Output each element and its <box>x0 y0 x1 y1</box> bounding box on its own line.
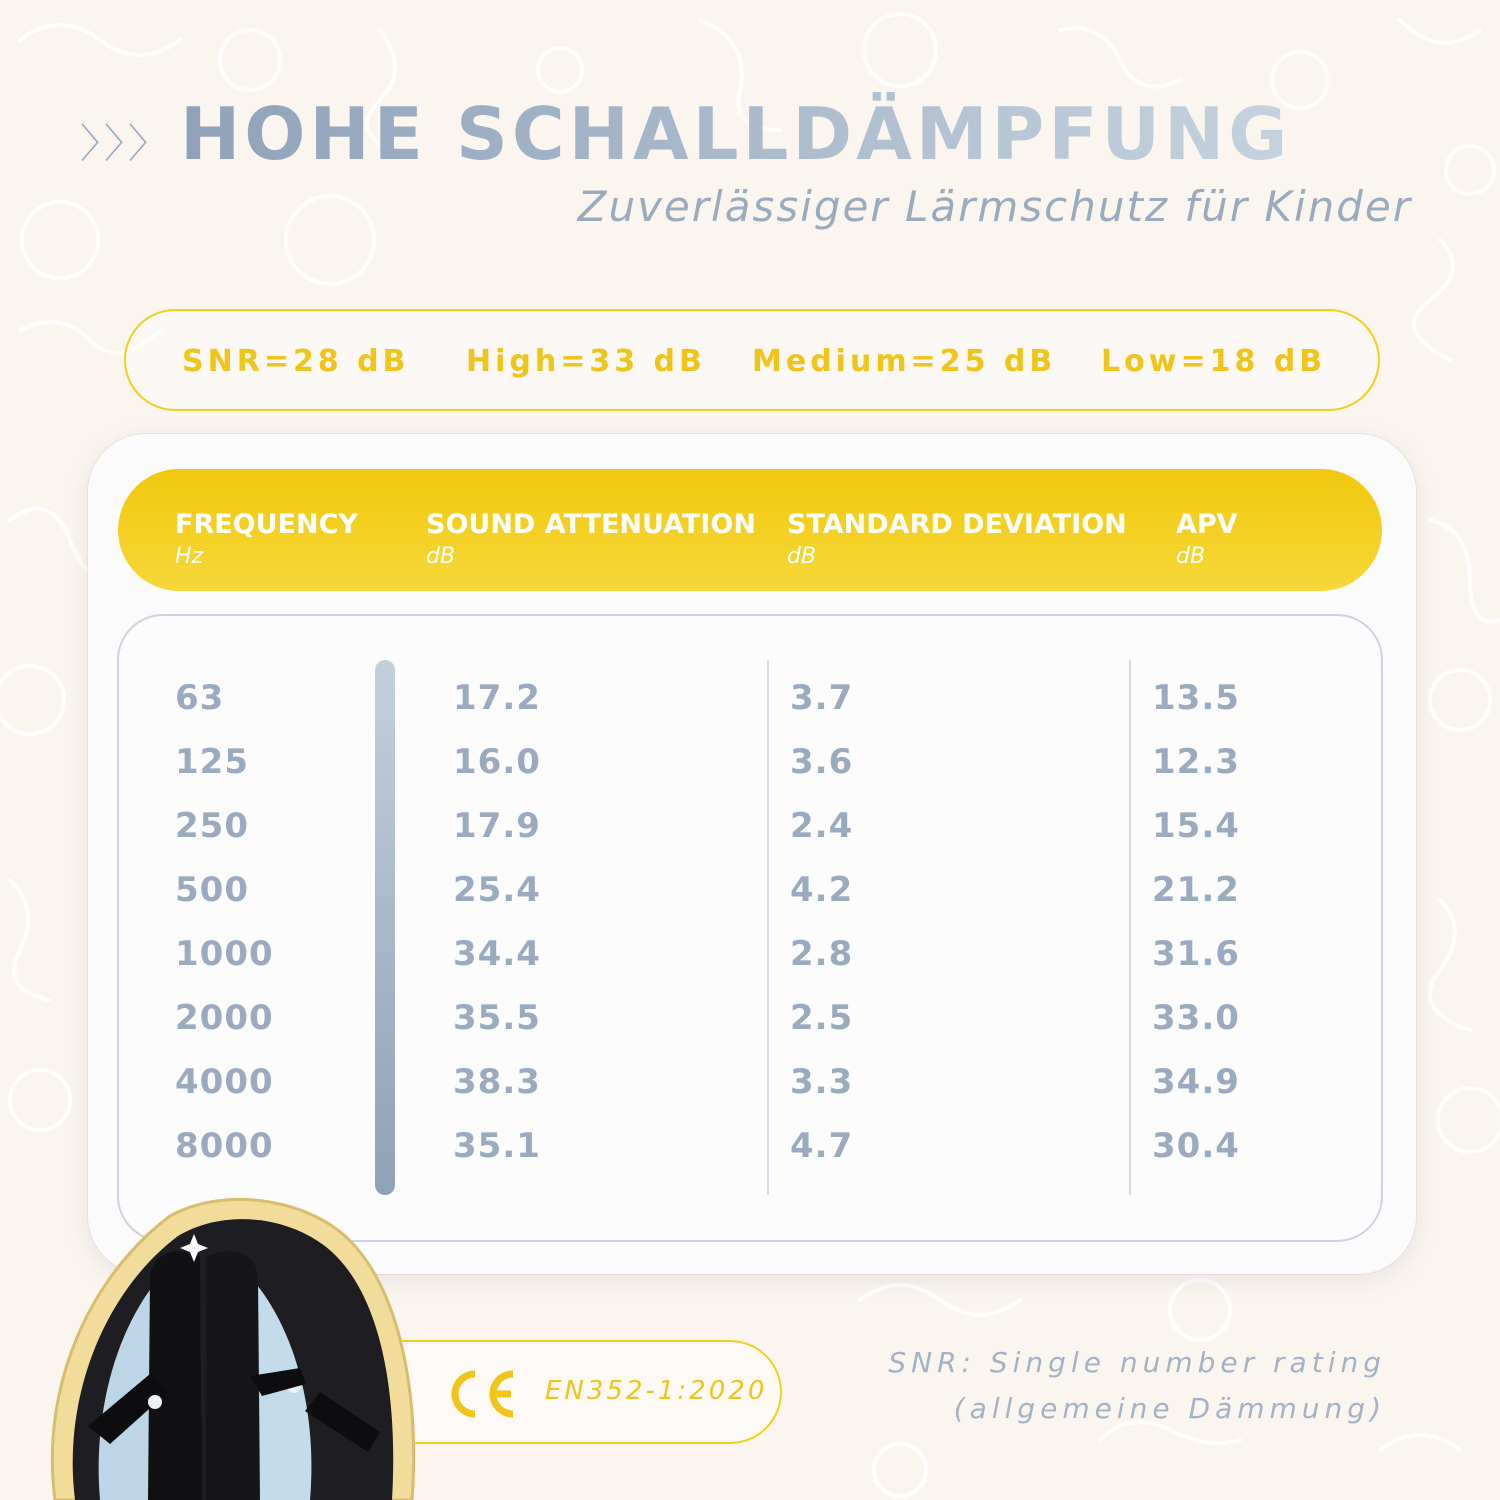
table-cell-apv: 15.4 <box>1152 806 1240 846</box>
table-cell-frequency: 2000 <box>175 998 274 1038</box>
table-cell-sound-attenuation: 35.5 <box>453 998 541 1038</box>
table-cell-apv: 21.2 <box>1152 870 1240 910</box>
column-divider <box>1129 660 1131 1195</box>
page-title: HOHE SCHALLDÄMPFUNG <box>180 92 1292 176</box>
table-cell-sound-attenuation: 35.1 <box>453 1126 541 1166</box>
earmuff-product-image <box>0 1196 440 1500</box>
table-cell-frequency: 8000 <box>175 1126 274 1166</box>
table-cell-standard-deviation: 3.6 <box>790 742 854 782</box>
rating-summary <box>124 309 1380 411</box>
table-cell-standard-deviation: 4.2 <box>790 870 854 910</box>
rating-low: Low=18 dB <box>1101 344 1327 379</box>
column-header-frequency: FREQUENCY Hz <box>175 509 358 569</box>
table-cell-sound-attenuation: 25.4 <box>453 870 541 910</box>
column-divider-accent <box>375 660 395 1195</box>
page-subtitle: Zuverlässiger Lärmschutz für Kinder <box>577 182 1412 231</box>
table-cell-frequency: 63 <box>175 678 225 718</box>
table-cell-standard-deviation: 2.8 <box>790 934 854 974</box>
table-cell-frequency: 250 <box>175 806 249 846</box>
table-cell-sound-attenuation: 17.9 <box>453 806 541 846</box>
table-cell-apv: 30.4 <box>1152 1126 1240 1166</box>
table-cell-sound-attenuation: 34.4 <box>453 934 541 974</box>
table-cell-standard-deviation: 3.3 <box>790 1062 854 1102</box>
rating-snr: SNR=28 dB <box>182 344 410 379</box>
table-cell-standard-deviation: 2.4 <box>790 806 854 846</box>
footnote-line-1: SNR: Single number rating <box>888 1346 1386 1379</box>
footnote-line-2: (allgemeine Dämmung) <box>953 1392 1386 1425</box>
table-cell-frequency: 125 <box>175 742 249 782</box>
table-cell-frequency: 4000 <box>175 1062 274 1102</box>
table-cell-sound-attenuation: 38.3 <box>453 1062 541 1102</box>
table-cell-apv: 34.9 <box>1152 1062 1240 1102</box>
column-divider <box>767 660 769 1195</box>
table-cell-sound-attenuation: 17.2 <box>453 678 541 718</box>
table-cell-frequency: 1000 <box>175 934 274 974</box>
table-cell-apv: 31.6 <box>1152 934 1240 974</box>
table-cell-sound-attenuation: 16.0 <box>453 742 541 782</box>
table-cell-standard-deviation: 3.7 <box>790 678 854 718</box>
table-header <box>118 469 1382 591</box>
ce-mark-icon <box>445 1368 517 1420</box>
chevron-right-icon: 〉〉〉 <box>80 121 172 167</box>
table-cell-frequency: 500 <box>175 870 249 910</box>
table-cell-apv: 12.3 <box>1152 742 1240 782</box>
norm-label: EN352-1:2020 <box>545 1376 768 1406</box>
table-cell-standard-deviation: 4.7 <box>790 1126 854 1166</box>
table-cell-apv: 33.0 <box>1152 998 1240 1038</box>
column-header-sound-attenuation: SOUND ATTENUATION dB <box>426 509 756 569</box>
table-cell-apv: 13.5 <box>1152 678 1240 718</box>
column-header-apv: APV dB <box>1176 509 1238 569</box>
rating-medium: Medium=25 dB <box>752 344 1057 379</box>
table-cell-standard-deviation: 2.5 <box>790 998 854 1038</box>
rating-high: High=33 dB <box>466 344 706 379</box>
column-header-standard-deviation: STANDARD DEVIATION dB <box>787 509 1127 569</box>
